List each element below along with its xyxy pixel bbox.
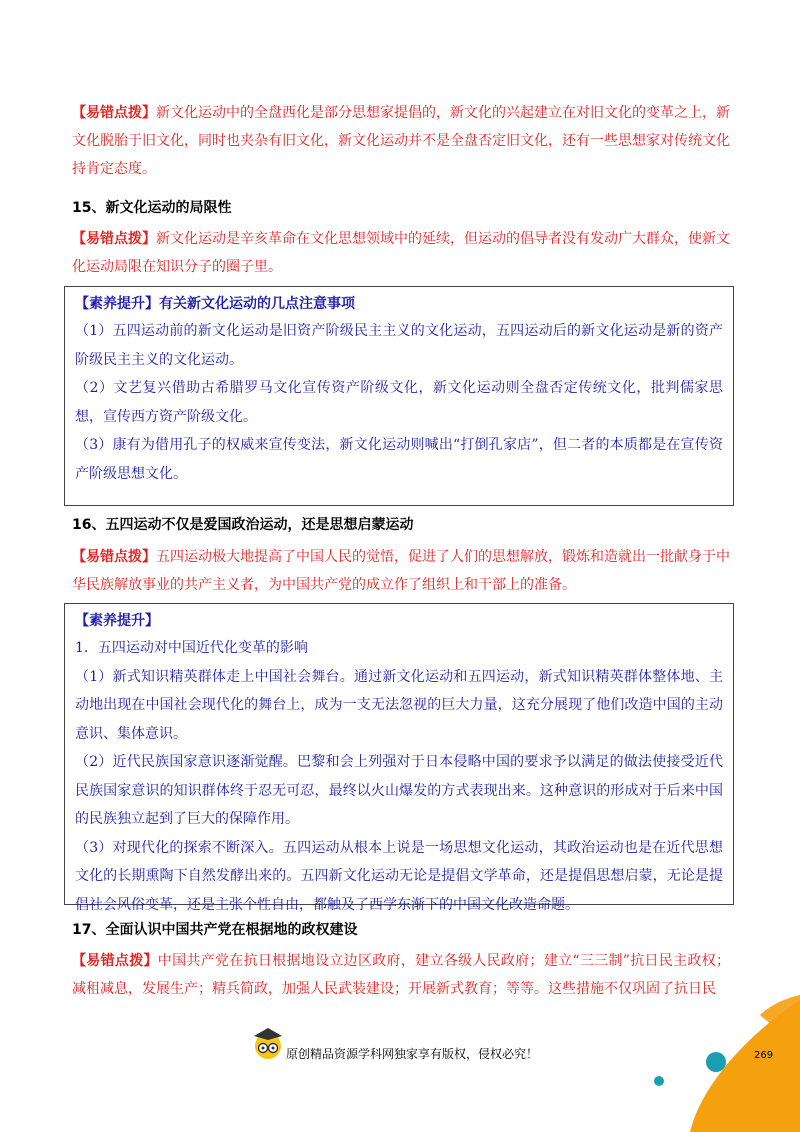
tip-text: 五四运动极大地提高了中国人民的觉悟，促进了人们的思想解放，锻炼和造就出一批献身于中华民族解放事业的共产主义者，为中国共产党的成立作了组织上和干部上的准备。 [72, 549, 730, 593]
page-number: 269 [754, 1050, 774, 1061]
teal-circle-small [654, 1076, 664, 1086]
heading-16: 16、五四运动不仅是爱国政治运动，还是思想启蒙运动 [72, 517, 414, 533]
box-subtitle: 1．五四运动对中国近代化变革的影响 [75, 640, 308, 656]
orange-corner-shape-top [760, 995, 800, 1028]
tip-label: 【易错点拨】 [72, 549, 156, 565]
tip-label: 【易错点拨】 [72, 105, 156, 121]
box-title [75, 608, 723, 634]
literacy-box-1 [64, 286, 734, 506]
tip-text: 新文化运动中的全盘西化是部分思想家提倡的，新文化的兴起建立在对旧文化的变革之上，新文化脱胎于旧文化，同时也夹杂有旧文化，新文化运动并不是全盘否定旧文化，还有一些思想家对传统文化持肯定态度。 [72, 105, 730, 177]
box-item: （2）近代民族国家意识逐渐觉醒。巴黎和会上列强对于日本侵略中国的要求予以满足的做法使接受近代民族国家意识的知识群体终于忍无可忍，最终以火山爆发的方式表现出来。这种意识的形成对于后来中国的民族独立起到了巨大的保障作用。 [75, 754, 723, 827]
tip-text: 中国共产党在抗日根据地设立边区政府，建立各级人民政府；建立“三三制”抗日民主政权；减租减息，发展生产；精兵简政，加强人民武装建设；开展新式教育；等等。这些措施不仅巩固了抗日民 [72, 953, 731, 997]
tip-text: 新文化运动是辛亥革命在文化思想领域中的延续，但运动的倡导者没有发动广大群众，使新文化运动局限在知识分子的圈子里。 [72, 231, 730, 275]
tip-paragraph-17 [72, 947, 730, 1003]
tip-paragraph-1 [72, 99, 730, 183]
heading-15: 15、新文化运动的局限性 [72, 200, 232, 216]
tip-paragraph-16 [72, 543, 730, 599]
tip-paragraph-15 [72, 225, 730, 281]
box-item: （1）五四运动前的新文化运动是旧资产阶级民主主义的文化运动，五四运动后的新文化运动是新的资产阶级民主主义的文化运动。 [75, 323, 723, 368]
box-label: 【素养提升】 [75, 613, 159, 629]
literacy-box-2 [64, 603, 734, 913]
teal-circle-large [706, 1052, 726, 1072]
tip-label: 【易错点拨】 [72, 231, 156, 247]
owl-mascot-icon [254, 1028, 282, 1059]
box-item: （1）新式知识精英群体走上中国社会舞台。通过新文化运动和五四运动，新式知识精英群体整体地、主动地出现在中国社会现代化的舞台上，成为一支无法忽视的巨大力量，这充分展现了他们改造中国的主动意识、集体意识。 [75, 668, 723, 742]
copyright-footer: 原创精品资源学科网独家享有版权，侵权必究！ [286, 1047, 539, 1061]
tip-label: 【易错点拨】 [72, 953, 158, 969]
box-item: （3）康有为借用孔子的权威来宣传变法，新文化运动则喊出“打倒孔家店”，但二者的本质都是在宣传资产阶级思想文化。 [75, 437, 723, 482]
heading-17: 17、全面认识中国共产党在根据地的政权建设 [72, 922, 358, 938]
box-item: （3）对现代化的探索不断深入。五四运动从根本上说是一场思想文化运动，其政治运动也是在近代思想文化的长期熏陶下自然发酵出来的。五四新文化运动无论是提倡文学革命，还是提倡思想启蒙，无论是提倡社会风俗变革，还是主张个性自由，都触及了西学东渐下的中国文化改造命题。 [75, 839, 723, 913]
box-title-text: 有关新文化运动的几点注意事项 [159, 296, 355, 312]
box-label: 【素养提升】 [75, 296, 159, 312]
box-item: （2）文艺复兴借助古希腊罗马文化宣传资产阶级文化，新文化运动则全盘否定传统文化，批判儒家思想，宣传西方资产阶级文化。 [75, 380, 723, 425]
box-title [75, 291, 723, 317]
